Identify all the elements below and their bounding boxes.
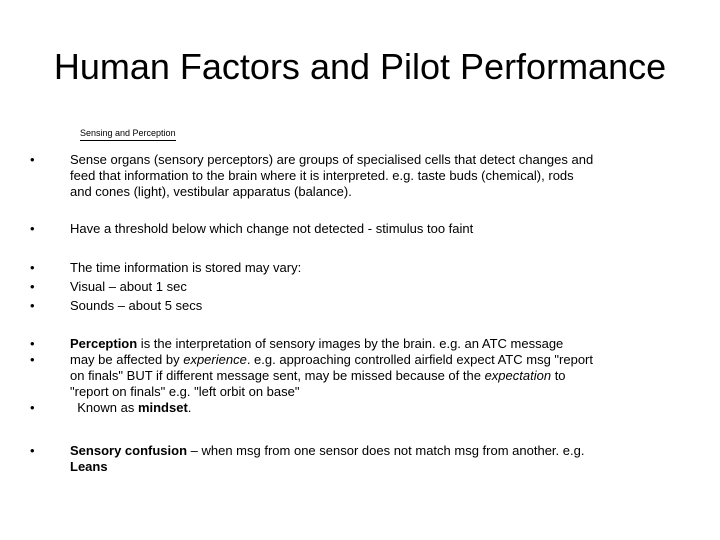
bullet-text: Have a threshold below which change not detected - stimulus too faint [70,221,474,236]
bullet-paragraph-threshold [30,221,690,237]
text-fragment: to [551,368,566,383]
term-mindset: mindset [137,400,188,415]
bullet-text: Visual – about 1 sec [70,279,187,294]
term-leans: Leans [70,459,108,474]
text-line: and cones (light), vestibular apparatus (balance). [70,184,352,199]
term-perception: Perception [70,336,138,351]
bullet-paragraph-sensory-confusion [30,443,690,475]
text-line: "report on finals" e.g. "left orbit on base" [70,384,300,399]
text-fragment: . e.g. approaching controlled airfield expect ATC msg "report [246,352,593,367]
term-expectation: expectation [484,368,552,383]
text-line: is the interpretation of sensory images by the brain. e.g. an ATC message [137,336,564,351]
text-line: – when msg from one sensor does not match msg from another. e.g. [187,443,585,458]
term-sensory-confusion: Sensory confusion [70,443,188,458]
bullet-paragraph-perception [30,336,690,416]
bullet-text: The time information is stored may vary: [70,260,302,275]
bullet-marker: • [30,298,35,313]
term-experience: experience [183,352,247,367]
text-fragment: . [187,400,192,415]
text-line: Sense organs (sensory perceptors) are groups of specialised cells that detect changes and [70,152,594,167]
bullet-marker: • [30,336,35,351]
bullet-marker: • [30,279,35,294]
slide-title: Human Factors and Pilot Performance [53,46,667,87]
bullet-marker: • [30,400,35,415]
text-fragment: on finals" BUT if different message sent, may be missed because of the [70,368,485,383]
text-fragment: may be affected by [70,352,184,367]
bullet-paragraph-sense-organs [30,152,690,200]
text-fragment: Known as [70,400,138,415]
bullet-marker: • [30,352,35,367]
bullet-marker: • [30,152,35,167]
bullet-text [70,152,690,200]
bullet-marker: • [30,443,35,458]
bullet-text: Sounds – about 5 secs [70,298,203,313]
bullet-marker: • [30,260,35,275]
text-line: feed that information to the brain where it is interpreted. e.g. taste buds (chemical), rods [70,168,574,183]
bullet-paragraph-storage-time [30,260,690,314]
slide-subtitle: Sensing and Perception [80,128,176,141]
bullet-marker: • [30,221,35,236]
